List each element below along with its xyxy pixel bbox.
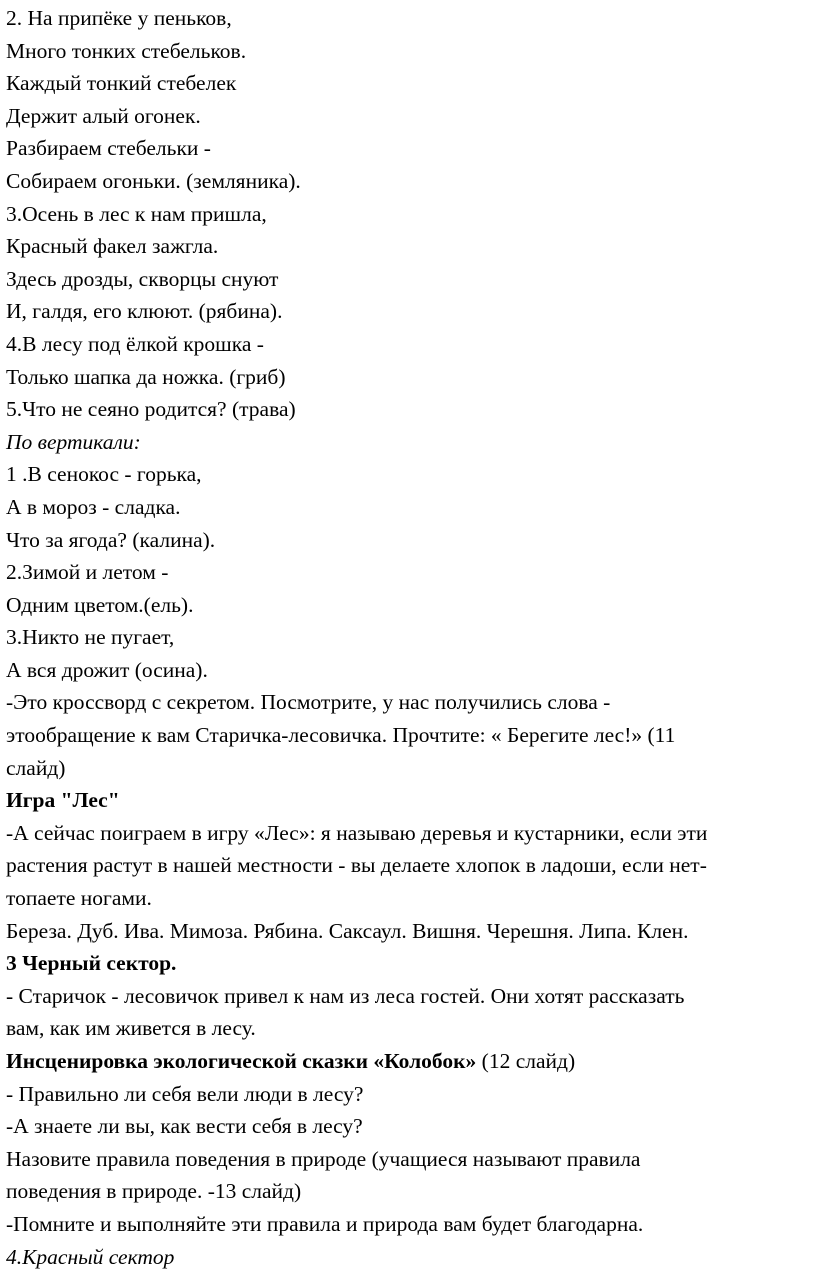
riddle-2-line-4: Держит алый огонек. <box>6 103 201 128</box>
question-1: - Правильно ли себя вели люди в лесу? <box>6 1081 364 1106</box>
riddle-2-line-3: Каждый тонкий стебелек <box>6 71 237 96</box>
black-sector-text-line-1: - Старичок - лесовичок привел к нам из леса гостей. Они хотят рассказать <box>6 983 685 1008</box>
riddle-2-line-5: Разбираем стебельки - <box>6 136 211 161</box>
staging-title: Инсценировка экологической сказки «Колобок» <box>6 1049 477 1073</box>
game-text-line-3: топаете ногами. <box>6 886 152 911</box>
riddle-3-line-2: Красный факел зажгла. <box>6 234 219 259</box>
black-sector-heading: 3 Черный сектор. <box>6 951 177 976</box>
crossword-secret-line-1: -Это кроссворд с секретом. Посмотрите, у нас получились слова - <box>6 690 611 715</box>
vertical-riddle-3-line-2: А вся дрожит (осина). <box>6 657 208 682</box>
riddle-2-line-6: Собираем огоньки. (земляника). <box>6 168 301 193</box>
game-text-line-2: растения растут в нашей местности - вы делаете хлопок в ладоши, если нет- <box>6 853 707 878</box>
vertical-riddle-1-line-1: 1 .В сенокос - горька, <box>6 462 202 487</box>
closing-line: -Помните и выполняйте эти правила и природа вам будет благодарна. <box>6 1211 644 1236</box>
riddle-2-line-1: 2. На припёке у пеньков, <box>6 6 232 30</box>
vertical-heading: По вертикали: <box>6 429 141 454</box>
riddle-3-line-1: 3.Осень в лес к нам пришла, <box>6 201 267 226</box>
vertical-riddle-3-line-1: 3.Никто не пугает, <box>6 625 175 650</box>
vertical-riddle-1-line-3: Что за ягода? (калина). <box>6 527 216 552</box>
vertical-riddle-2-line-2: Одним цветом.(ель). <box>6 592 194 617</box>
question-2: -А знаете ли вы, как вести себя в лесу? <box>6 1114 363 1139</box>
game-text-line-1: -А сейчас поиграем в игру «Лес»: я называю деревья и кустарники, если эти <box>6 820 708 845</box>
riddle-3-line-4: И, галдя, его клюют. (рябина). <box>6 299 283 324</box>
staging-line <box>6 1045 810 1078</box>
riddle-4-line-1: 4.В лесу под ёлкой крошка - <box>6 331 264 356</box>
crossword-secret-line-2: этообращение к вам Старичка-лесовичка. Прочтите: « Берегите лес!» (11 <box>6 723 676 748</box>
vertical-riddle-1-line-2: А в мороз - сладка. <box>6 494 181 519</box>
tree-list: Береза. Дуб. Ива. Мимоза. Рябина. Саксаул. Вишня. Черешня. Липа. Клен. <box>6 918 689 943</box>
riddle-3-line-3: Здесь дрозды, скворцы снуют <box>6 266 279 291</box>
staging-slide-note: (12 слайд) <box>476 1049 576 1073</box>
riddle-4-line-2: Только шапка да ножка. (гриб) <box>6 364 286 389</box>
rules-line-1: Назовите правила поведения в природе (учащиеся называют правила <box>6 1146 641 1171</box>
black-sector-text-line-2: вам, как им живется в лесу. <box>6 1016 256 1041</box>
rules-line-2: поведения в природе. -13 слайд) <box>6 1179 302 1204</box>
riddle-5-line-1: 5.Что не сеяно родится? (трава) <box>6 397 296 422</box>
riddle-2-line-2: Много тонких стебельков. <box>6 38 247 63</box>
red-sector-heading: 4.Красный сектор <box>6 1244 175 1269</box>
vertical-riddle-2-line-1: 2.Зимой и летом - <box>6 560 169 585</box>
crossword-secret-line-3: слайд) <box>6 755 66 780</box>
game-heading: Игра "Лес" <box>6 788 120 813</box>
